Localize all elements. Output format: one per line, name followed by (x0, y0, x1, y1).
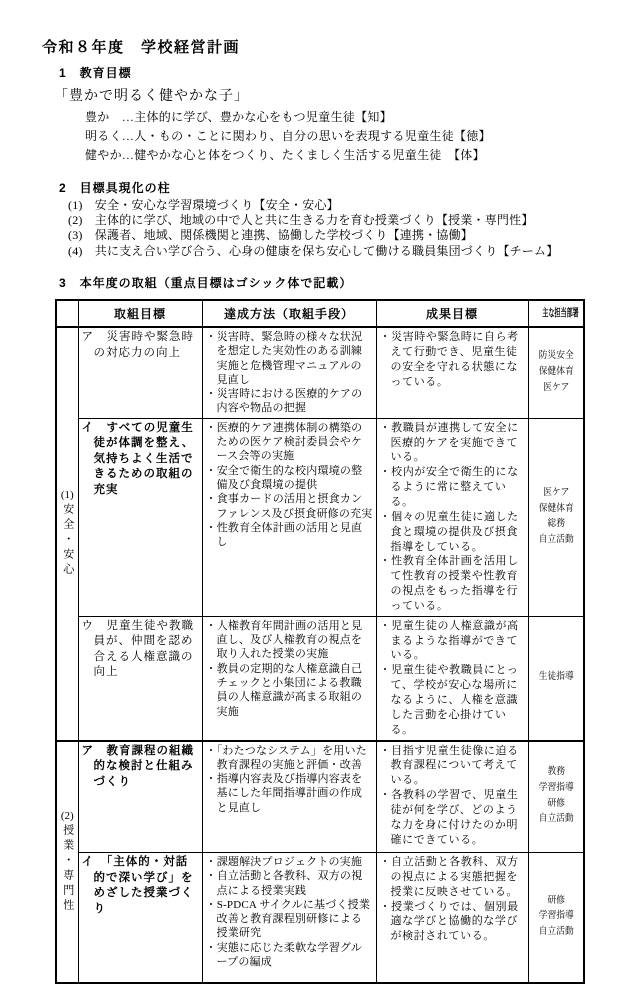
section-label-text: 安全・安心 (61, 503, 74, 579)
header-outcome: 成果目標 (376, 300, 528, 327)
outcome-item: ・児童生徒や教職員にとって、学校が安心な場所になるように、人権を意識した言動を心掛けている。 (379, 664, 519, 736)
pillar-line: (1) 安全・安心な学習環境づくり【安全・安心】 (68, 197, 339, 212)
outcome-item: ・児童生徒の人権意識が高まるような指導ができている。 (379, 619, 519, 662)
outcome-cell (376, 327, 528, 418)
table-header-row (56, 300, 584, 327)
header-goal: 取組目標 (78, 300, 202, 327)
pillar-lines (68, 198, 589, 259)
section-label-safety (56, 327, 78, 741)
dept-item: 自立活動 (538, 927, 574, 938)
method-item: ・実態に応じた柔軟な学習グループの編成 (205, 941, 362, 969)
dept-cell (528, 616, 584, 740)
dept-item: 学習指導 (538, 911, 574, 922)
outcome-cell (376, 418, 528, 616)
method-item: ・災害時における医療的ケアの内容や物品の把握 (205, 388, 363, 415)
header-dept-label: 主な担当部署 (541, 307, 579, 319)
method-item: ・性教育全体計画の活用と見直し (205, 521, 363, 549)
goal-cell (78, 741, 202, 853)
dept-item: 総務 (546, 519, 565, 530)
education-goal-line: 豊か …主体的に学び、豊かな心をもつ児童生徒【知】 (85, 110, 393, 124)
outcome-item: ・性教育全体計画を活用して性教育の授業や性教育の視点をもった指導を行っている。 (379, 555, 519, 612)
goal-cell (78, 418, 202, 616)
dept-cell (528, 853, 584, 983)
section-label-text: 授業・専門性 (61, 823, 74, 914)
method-cell (202, 741, 376, 853)
dept-item: 自立活動 (538, 534, 574, 545)
dept-item: 教務 (546, 767, 565, 778)
dept-cell (528, 418, 584, 616)
dept-cell (528, 741, 584, 853)
dept-item: 保健体育 (538, 367, 574, 378)
goal-text: イ すべての児童生徒が体調を整え、気持ちよく生活できるための取組の充実 (81, 421, 195, 496)
outcome-cell (376, 741, 528, 853)
dept-item: 保健体育 (538, 503, 574, 514)
education-goal-lines (85, 108, 589, 166)
outcome-item: ・災害時や緊急時に自ら考えて行動でき、児童生徒の安全を守れる状態になっている。 (379, 331, 519, 388)
section-number: (2) (60, 809, 74, 822)
outcome-item: ・校内が安全で衛生的になるように常に整えている。 (379, 466, 519, 508)
method-item: ・食事カードの活用と摂食カンファレンス及び摂食研修の充実 (205, 493, 373, 520)
method-item: ・自立活動と各教科、双方の視点による授業実践 (205, 870, 363, 897)
outcome-item: ・教職員が連携して安全に医療的ケアを実施できている。 (379, 421, 519, 464)
goal-text: イ 「主体的・対話的で深い学び」をめざした授業づくり (81, 856, 194, 915)
header-dept (528, 300, 584, 327)
pillar-line: (3) 保護者、地域、関係機関と連携、協働した学校づくり【連携・協働】 (68, 228, 473, 243)
method-cell (202, 853, 376, 983)
method-cell (202, 327, 376, 418)
outcome-item: ・個々の児童生徒に適した食と環境の提供及び摂食指導をしている。 (379, 510, 519, 553)
method-item: ・人権教育年間計画の活用と見直し、及び人権教育の視点を取り入れた授業の実施 (205, 619, 363, 661)
heading-education-goal: 1 教育目標 (59, 66, 132, 80)
method-item: ・「わたつなシステム」を用いた教育課程の実施と評価・改善 (205, 744, 367, 771)
page-title: 令和８年度 学校経営計画 (42, 39, 241, 56)
method-item: ・医療的ケア連携体制の構築のための医ケア検討委員会やケース会等の実施 (205, 421, 363, 463)
education-goal-line: 健やか…健やかな心と体をつくり、たくましく生活する児童生徒 【体】 (85, 148, 485, 163)
method-item: ・S-PDCA サイクルに基づく授業改善と教育課程別研修による授業研究 (205, 898, 371, 940)
outcome-cell (376, 853, 528, 983)
outcome-cell (376, 616, 528, 740)
heading-pillars: 2 目標具現化の柱 (59, 180, 171, 195)
method-cell (202, 418, 376, 616)
method-item: ・安全で衛生的な校内環境の整備及び食環境の提供 (205, 464, 363, 491)
dept-item: 防災安全 (538, 351, 574, 362)
method-item: ・課題解決プロジェクトの実施 (205, 856, 363, 868)
outcome-item: ・各教科の学習で、児童生徒が何を学び、どのような力を身に付けたのか明確にできている。 (379, 789, 519, 846)
dept-item: 学習指導 (538, 783, 574, 794)
initiatives-table-wrapper (55, 299, 589, 984)
goal-cell (78, 853, 202, 983)
header-method: 達成方法（取組手段） (202, 300, 376, 327)
table-row (56, 853, 584, 983)
section-label-lessons (56, 741, 78, 983)
dept-item: 研修 (546, 798, 565, 809)
goal-text: ア 災害時や緊急時の対応力の向上 (81, 331, 194, 359)
method-item: ・災害時、緊急時の様々な状況を想定した実効性のある訓練実施と危機管理マニュアルの見直し (205, 331, 363, 386)
table-row (56, 327, 584, 418)
school-motto: 「豊かで明るく健やかな子」 (54, 89, 249, 104)
table-row (56, 616, 584, 740)
goal-text: ア 教育課程の組織的な検討と仕組みづくり (81, 744, 194, 788)
table-row (56, 741, 584, 853)
dept-item: 医ケア (542, 382, 569, 393)
dept-item: 医ケア (542, 487, 569, 498)
heading-initiatives: 3 本年度の取組（重点目標はゴシック体で記載） (59, 276, 353, 290)
outcome-item: ・自立活動と各教科、双方の視点による実態把握を授業に反映させている。 (379, 856, 519, 898)
method-cell (202, 616, 376, 740)
pillar-line: (4) 共に支え合い学び合う、心身の健康を保ち安心して働ける職員集団づくり【チーム】 (68, 243, 559, 258)
section-number: (1) (60, 489, 74, 502)
outcome-item: ・授業づくりでは、個別最適な学びと協働的な学びが検討されている。 (379, 900, 519, 943)
table-row (56, 418, 584, 616)
dept-item: 生徒指導 (538, 672, 574, 683)
education-goal-line: 明るく…人・もの・ことに関わり、自分の思いを表現する児童生徒【徳】 (85, 129, 491, 144)
pillar-line: (2) 主体的に学び、地域の中で人と共に生きる力を育む授業づくり【授業・専門性】 (68, 212, 534, 227)
dept-cell (528, 327, 584, 418)
header-section-col (56, 300, 78, 327)
goal-text: ウ 児童生徒や教職員が、仲間を認め合える人権意識の向上 (81, 619, 194, 679)
method-item: ・教員の定期的な人権意識自己チェックと小集団による教職員の人権意識が高まる取組の実施 (205, 662, 363, 718)
initiatives-table (55, 299, 585, 984)
dept-item: 研修 (546, 895, 565, 906)
goal-cell (78, 327, 202, 418)
method-item: ・指導内容表及び指導内容表を基にした年間指導計画の作成と見直し (205, 773, 363, 814)
dept-item: 自立活動 (538, 814, 574, 825)
outcome-item: ・目指す児童生徒像に迫る教育課程について考えている。 (379, 744, 519, 787)
goal-cell (78, 616, 202, 740)
